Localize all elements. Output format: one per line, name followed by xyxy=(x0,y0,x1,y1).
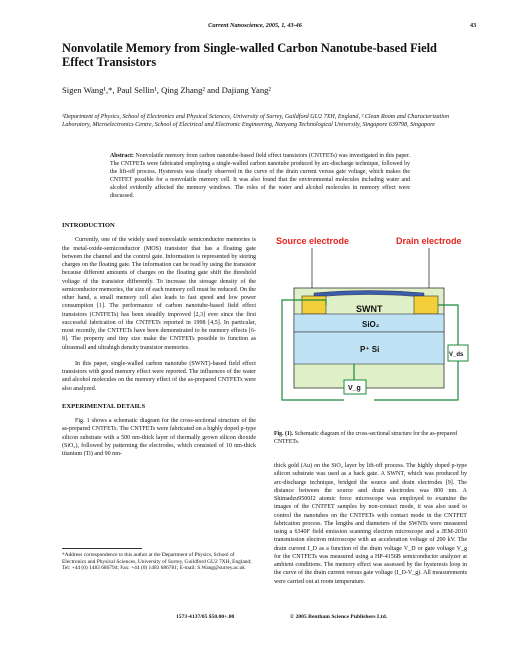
journal-header: Current Nanoscience, 2005, 1, 43-46 xyxy=(208,22,302,29)
fig-swnt-label: SWNT xyxy=(356,304,383,314)
section-heading-experimental: EXPERIMENTAL DETAILS xyxy=(62,402,146,410)
copyright-footer: © 2005 Bentham Science Publishers Ltd. xyxy=(290,614,388,620)
abstract-label: Abstract: xyxy=(110,153,134,159)
fig-vds-label: V_ds xyxy=(449,352,464,358)
affiliations: ¹Department of Physics, School of Electronics and Physical Sciences, University of Surrey, Guildford GU2 7XH, England, ² Clean Room and Characterization Laboratory, Microelectronics Centre, School of Electrical and Electronic Engineering, Nanyang Technological University, Singapore 639798, Singapore xyxy=(62,114,449,129)
fig-psi-label: P⁺ Si xyxy=(360,345,380,354)
figure-1-schematic xyxy=(274,230,470,425)
right-paragraph-1: thick gold (Au) on the SiO₂ layer by lift-off process. The highly doped p-type silicon substrate was used as a back gate. A SWNT, which was produced by arc-discharge technique, bridged the source and drain electrodes [9]. The distance between the source and drain electrodes was 800 nm. A Shimadzu9500J2 atomic force microscope was employed to examine the images of the CNTFET samples by non-contact mode, it was also used to control the nanotubes on the CNTFETs with contact mode in the CNTFET fabrication process. The lengths and diameters of the SWNTs were measured using a 6340F field emission scanning electron microscope and a JEM-2010 transmission electron microscope with an acceleration voltage of 200 kV. The drain current I_D as a function of the drain voltage V_D or gate voltage V_g for the CNTFETs was measured using a HP-4156B semiconductor analyzer at ambient conditions. The memory effect was assessed by the hysteresis loop in the curve of the drain current versus gate voltage (I_D-V_g). All measurements were carried out at room temperature. xyxy=(274,463,467,585)
abstract-text: Nonvolatile memory from carbon nanotube-based field effect transistors (CNTFETs) was investigated in this paper. The CNTFETs were fabricated employing a single-walled carbon nanotube produced by arc-discharge technique, followed by the lift-off process. Hysteresis was clearly observed in the curve of the drain current versus gate voltage, which makes the CNTFET possible for a nonvolatile memory cell. It was also found that the environmental molecules including water and alcohol evidently affected the memory windows. The roles of the water and alcohol molecules in memory effect were discussed. xyxy=(110,153,410,199)
fig-drain-label: Drain electrode xyxy=(396,236,462,246)
fig-vg-label: V_g xyxy=(348,385,361,392)
issn-footer: 1573-4137/05 $50.00+.00 xyxy=(176,614,235,620)
section-heading-introduction: INTRODUCTION xyxy=(62,222,115,229)
abstract xyxy=(110,153,410,200)
author-list: Sigen Wang¹,*, Paul Sellin¹, Qing Zhang² and Dajiang Yang² xyxy=(62,85,272,95)
fig-drain-electrode xyxy=(414,296,438,314)
fig-sio2-label: SiO₂ xyxy=(362,320,380,329)
caption-label: Fig. (1). xyxy=(274,431,294,437)
experimental-paragraph-1: Fig. 1 shows a schematic diagram for the cross-sectional structure of the as-prepared CNTFETs. The CNTFETs were fabricated on a highly doped p-type silicon substrate with a 500 nm-thick layer of thermally grown silicon dioxide (SiO₂), followed by patterning the electrodes, which consisted of 10 nm-thick titanium (Ti) and 90 nm- xyxy=(62,418,256,457)
intro-paragraph-1: Currently, one of the widely used nonvolatile semiconductor memories is the metal-oxide-semiconductor (MOS) transistor that has a floating gate between the channel and the control gate. Information is represented by storing charges on the floating gate. The information can be read by using the transistor because different amounts of charges on the floating gate shift the threshold voltage of the transistor differently. To increase the storage density of the semiconductor memories, the size of each memory cell must be reduced. On the other hand, a small memory cell also leads to fast speed and low power consumption [1]. The performance of carbon nanotube-based field effect transistors (CNTFETs) has been steadily improved [2,3] ever since the first successful fabrication of the CNTFETs reported in 1998 [4,5]. In particular, most recently, the CNTFETs have been demonstrated to be memory effects [6-8]. The property and tiny size make the CNTFETs possible to function as ultrasmall and ultrahigh density transistor memories. xyxy=(62,237,256,351)
caption-text: Schematic diagram of the cross-sectional structure for the as-prepared CNTFETs. xyxy=(274,431,457,445)
intro-paragraph-2: In this paper, single-walled carbon nanotube (SWNT)-based field effect transistors with good memory effect were reported. The influences of the water and alcohol molecules on the memory effect of the as-prepared CNTFETs were also analyzed. xyxy=(62,360,256,392)
page-number: 43 xyxy=(470,22,477,29)
footnote-rule xyxy=(62,548,142,549)
fig-source-electrode xyxy=(302,296,326,314)
figure-1-caption xyxy=(274,431,467,446)
right-column xyxy=(274,462,467,586)
fig-source-label: Source electrode xyxy=(276,236,350,246)
correspondence-footnote: *Address correspondence to this author at the Department of Physics, School of Electronics and Physical Sciences, University of Surrey, Guildford GU2 7XH, England; Tel: +44 (0) 1483 686794; Fax: +44 (0) 1483 686781; E-mail: S.Wang@surrey.ac.uk xyxy=(62,552,252,572)
left-column xyxy=(62,222,256,458)
paper-title: Nonvolatile Memory from Single-walled Carbon Nanotube-based Field Effect Transistors xyxy=(62,41,437,69)
